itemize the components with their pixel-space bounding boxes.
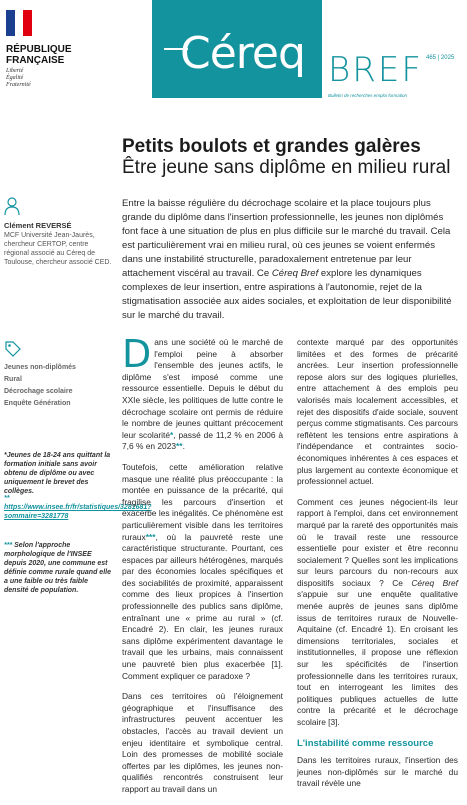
insee-link[interactable]: https://www.insee.fr/fr/statistiques/3281681?sommaire=3281778 <box>4 504 152 520</box>
article-title: Petits boulots et grandes galères <box>122 136 421 157</box>
header <box>0 0 467 128</box>
keyword: Décrochage scolaire <box>4 388 73 395</box>
paragraph: Toutefois, cette amélioration relative masque une réalité plus préoccupante : la montée en puissance de la précarité, qui fragilise les parcours d'insertion et exacerbe les inégalités. Ce phénomène est particulièrement visible dans les territoires ruraux***, où la pauvreté reste une caractéristique structurante. Pourtant, ces espaces par ailleurs hétérogènes, marqués par des économies locales spécifiques et des sociabilités de proximité, apparaissent comme des lieux propices à l'insertion professionnelle des publics sans diplôme, entraînant une « prime au rural » (cf. Encadré 2). En clair, les jeunes ruraux sans diplôme expérimentent davantage le travail que les urbains, mais connaissent une pauvreté bien plus exacerbée [1]. Comment expliquer ce paradoxe ? <box>122 461 283 681</box>
issue-number: 465 | 2025 <box>426 55 455 61</box>
footnote-2: ** https://www.insee.fr/fr/statistiques/3281681?sommaire=3281778 <box>4 495 152 520</box>
paragraph: Comment ces jeunes négocient-ils leur rapport à l'emploi, dans cet environnement marqué par la rareté des opportunités mais où le travail reste une ressource essentielle pour exister et être reconnu socialement ? Quelles sont les implications sur leurs parcours du non-recours aux dispositifs sociaux ? Ce Céreq Bref s'appuie sur une enquête qualitative menée auprès de jeunes sans diplôme issus de territoires ruraux de Nouvelle-Aquitaine (cf. Encadré 1). En croisant les dimensions territoriales, sociales et institutionnelles, il propose une réflexion sur les spécificités de l'insertion professionnelle dans les territoires ruraux, tout en interrogeant les limites des politiques publiques actuelles de lutte contre la précarité et le décrochage scolaire [3]. <box>297 496 459 727</box>
author-name: Clément REVERSÉ <box>4 221 72 230</box>
footnote-1: *Jeunes de 18-24 ans quittant la formation initiale sans avoir obtenu de diplôme ou avec uniquement le brevet des collèges. <box>4 452 111 495</box>
cereq-logo: Céreq <box>180 28 305 79</box>
devise: Liberté Égalité Fraternité <box>6 68 31 88</box>
keyword: Enquête Génération <box>4 400 71 407</box>
body-column-right <box>297 337 458 799</box>
body-column-left <box>122 332 283 805</box>
marianne-flag-icon <box>6 10 32 36</box>
person-icon <box>4 196 20 216</box>
keyword: Rural <box>4 376 22 383</box>
keywords-list <box>4 362 112 410</box>
footnote-3: *** Selon l'approche morphologique de l'INSEE depuis 2020, une commune est définie comme rurale quand elle a une faible ou très faible densité de population. <box>4 542 111 594</box>
paragraph: Dans les territoires ruraux, l'insertion des jeunes non-diplômés sur le marché du travail révèle une <box>297 755 458 789</box>
paragraph: Dans ces territoires où l'éloignement géographique et l'insuffisance des infrastructures peuvent accentuer les obstacles, l'accès au travail devient un enjeu identitaire et symbolique central. Loin des promesses de mobilité sociale offertes par les diplômes, les jeunes non-qualifiés rencontrés construisent leur rapport au travail dans un <box>122 691 283 794</box>
tag-icon <box>4 340 22 358</box>
author-description: MCF Université Jean-Jaurès, chercheur CERTOP, centre régional associé au Céreq de Toulouse, chercheur associé CED. <box>4 232 112 266</box>
section-heading: L'instabilité comme ressource <box>297 737 434 749</box>
intro-paragraph: Entre la baisse régulière du décrochage scolaire et la place toujours plus grande du diplôme dans l'insertion professionnelle, les jeunes non diplômés font face à une situation de plus en plus difficile sur le marché du travail. Cela est particulièrement vrai en milieu rural, où ces jeunes se voient enfermés dans une instabilité structurelle, paradoxalement entretenue par leur attachement viscéral au travail. Ce Céreq Bref explore les dynamiques complexes de leur insertion, entre aspirations à l'autonomie, rejet de la stigmatisation associée aux aides sociales, et exploitation de leur disponibilité sur le marché du travail. <box>122 198 452 321</box>
bref-title: BREF <box>328 50 423 90</box>
article-subtitle: Être jeune sans diplôme en milieu rural <box>122 157 451 178</box>
paragraph: contexte marqué par des opportunités limitées et des formes de précarité ancrées. Leur insertion professionnelle repose alors sur des logiques plurielles, entre attachement à des emplois peu valorisés mais localement accessibles, et rejet des dispositifs d'aide sociale, souvent perçus comme stigmatisants. Ces parcours reflètent les tensions entre aspirations à l'indépendance et contraintes socio-économiques inhérentes à ces espaces et plus largement au contexte économique et professionnel actuel. <box>297 337 458 487</box>
republique-francaise-label: RÉPUBLIQUE FRANÇAISE <box>6 44 72 66</box>
keyword: Jeunes non-diplômés <box>4 364 76 371</box>
paragraph: Dans une société où le marché de l'emploi peine à absorber l'ensemble des jeunes actifs, le diplôme s'est imposé comme une ressource essentielle. Depuis le début du XXIe siècle, les politiques de lutte contre le décrochage scolaire ont permis de réduire le nombre de jeunes quittant précocement leur scolarité*, passé de 11,2 % en 2006 à 7,6 % en 2023**. <box>122 332 283 452</box>
bulletin-tagline: Bulletin de recherches emploi formation <box>328 93 408 98</box>
drop-cap: D <box>122 332 152 376</box>
